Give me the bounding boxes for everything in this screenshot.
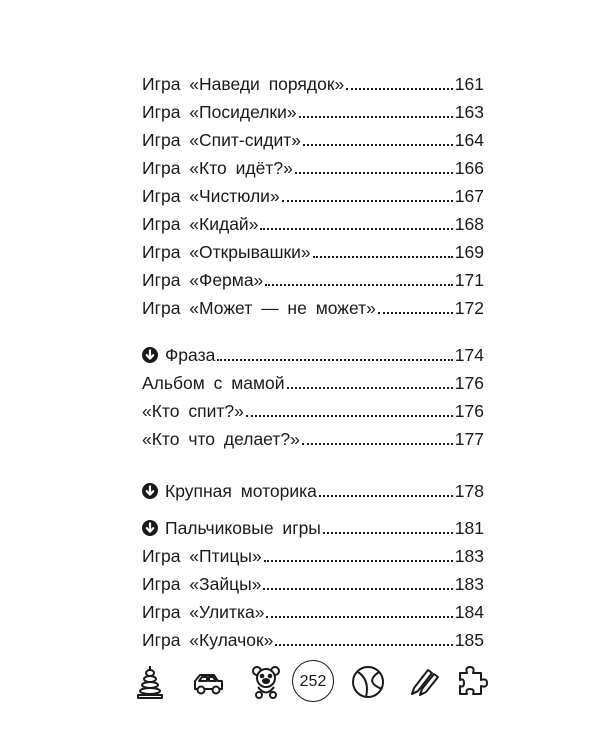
toc-entry[interactable] — [142, 369, 484, 397]
toc-leader-dots — [217, 359, 452, 361]
toc-leader-dots — [260, 228, 452, 230]
toc-entry[interactable] — [142, 266, 484, 294]
toc-leader-dots — [323, 532, 453, 534]
toc-entry-page: 168 — [454, 214, 484, 234]
toc-entry-page: 184 — [454, 602, 484, 622]
toc-entry-page: 174 — [454, 345, 484, 365]
section-marker-icon — [142, 347, 158, 363]
toy-car-icon — [190, 664, 226, 700]
toc-entry-title: Игра «Кидай» — [142, 214, 259, 234]
toc-leader-dots — [266, 616, 452, 618]
toc-leader-dots — [282, 200, 453, 202]
toc-entry-page: 176 — [454, 401, 484, 421]
toc-section-entry[interactable] — [142, 341, 484, 369]
toc-entry-title: Игра «Кто идёт?» — [142, 158, 293, 178]
section-marker-icon — [142, 483, 158, 499]
toc-entry-title: Игра «Чистюли» — [142, 186, 280, 206]
toc-entry[interactable] — [142, 397, 484, 425]
toc-leader-dots — [313, 256, 453, 258]
toc-entry-page: 183 — [454, 546, 484, 566]
toc-leader-dots — [287, 387, 453, 389]
page-footer — [130, 660, 490, 710]
toc-entry-title: Игра «Наведи порядок» — [142, 74, 345, 94]
toc-leader-dots — [263, 588, 452, 590]
toc-entry-page: 171 — [454, 270, 484, 290]
toc-leader-dots — [346, 88, 453, 90]
toc-leader-dots — [275, 644, 452, 646]
toc-entry-page: 181 — [454, 518, 484, 538]
toc-section-label: Фраза — [165, 345, 216, 365]
toc-entry-title: Игра «Открывашки» — [142, 242, 311, 262]
pencils-icon — [406, 664, 442, 700]
toc-entry-title: Игра «Спит-сидит» — [142, 130, 302, 150]
toc-entry-title: Игра «Кулачок» — [142, 630, 274, 650]
toc-entry-page: 164 — [454, 130, 484, 150]
puzzle-piece-icon — [454, 664, 490, 700]
toc-entry-page: 177 — [454, 429, 484, 449]
ball-icon — [350, 664, 386, 700]
toc-entry-page: 183 — [454, 574, 484, 594]
teddy-bear-icon — [248, 664, 284, 700]
toc-entry-title: Игра «Птицы» — [142, 546, 262, 566]
section-marker-icon — [142, 520, 158, 536]
toc-entry[interactable] — [142, 98, 484, 126]
toc-entry-title: Игра «Улитка» — [142, 602, 265, 622]
toc-section-label: Крупная моторика — [165, 481, 317, 501]
toc-entry[interactable] — [142, 294, 484, 322]
toc-section-entry[interactable] — [142, 514, 484, 542]
toc-section-label: Пальчиковые игры — [165, 518, 321, 538]
toc-section-entry[interactable] — [142, 477, 484, 505]
toc-entry-page: 172 — [454, 298, 484, 318]
toc-entry-page: 167 — [454, 186, 484, 206]
toc-entry-page: 178 — [454, 481, 484, 501]
toc-leader-dots — [303, 144, 453, 146]
table-of-contents — [142, 70, 484, 654]
toc-leader-dots — [378, 312, 453, 314]
toc-entry[interactable] — [142, 542, 484, 570]
toc-entry[interactable] — [142, 210, 484, 238]
pyramid-toy-icon — [132, 664, 168, 700]
toc-entry-title: Игра «Зайцы» — [142, 574, 262, 594]
toc-leader-dots — [295, 172, 453, 174]
toc-entry-page: 166 — [454, 158, 484, 178]
toc-leader-dots — [246, 415, 453, 417]
toc-leader-dots — [299, 116, 453, 118]
toc-entry-title — [142, 477, 317, 505]
toc-entry-title: Игра «Может — не может» — [142, 298, 376, 318]
toc-entry-title: «Кто что делает?» — [142, 429, 300, 449]
toc-leader-dots — [264, 560, 453, 562]
page-number: 252 — [292, 660, 334, 702]
toc-leader-dots — [302, 443, 453, 445]
toc-entry-page: 176 — [454, 373, 484, 393]
toc-entry-title — [142, 514, 321, 542]
toc-leader-dots — [265, 284, 453, 286]
toc-entry[interactable] — [142, 598, 484, 626]
toc-entry-title: «Кто спит?» — [142, 401, 244, 421]
toc-entry-title: Игра «Посиделки» — [142, 102, 297, 122]
toc-entry[interactable] — [142, 154, 484, 182]
toc-leader-dots — [319, 495, 453, 497]
toc-entry-title: Альбом с мамой — [142, 373, 285, 393]
toc-entry-page: 185 — [454, 630, 484, 650]
toc-entry[interactable] — [142, 70, 484, 98]
toc-entry-page: 163 — [454, 102, 484, 122]
toc-entry[interactable] — [142, 570, 484, 598]
toc-entry-page: 169 — [454, 242, 484, 262]
toc-entry[interactable] — [142, 182, 484, 210]
toc-entry[interactable] — [142, 126, 484, 154]
toc-entry[interactable] — [142, 425, 484, 453]
toc-entry-page: 161 — [454, 74, 484, 94]
toc-entry[interactable] — [142, 238, 484, 266]
toc-entry-title — [142, 341, 215, 369]
toc-entry[interactable] — [142, 626, 484, 654]
toc-entry-title: Игра «Ферма» — [142, 270, 264, 290]
